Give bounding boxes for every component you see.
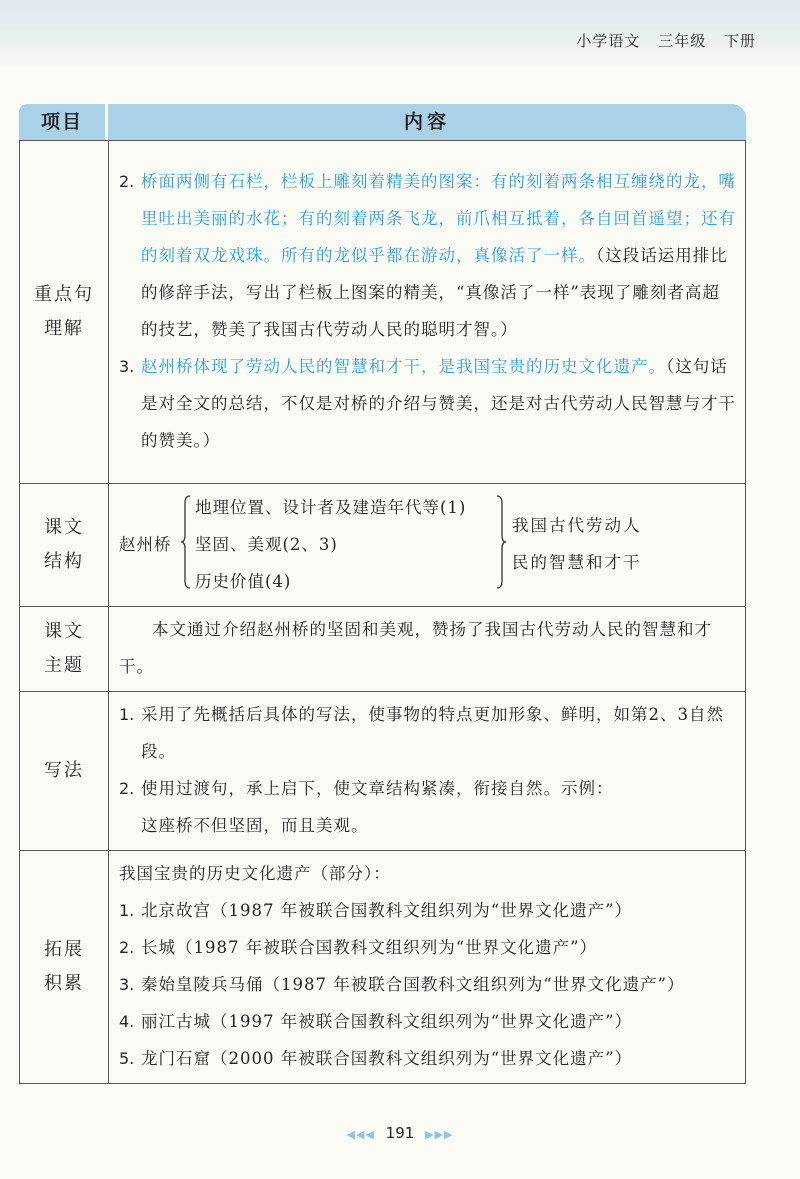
arrow-left-icon: ◀◀◀ bbox=[346, 1128, 375, 1141]
arrow-right-icon: ▶▶▶ bbox=[425, 1128, 454, 1141]
subject-label: 小学语文 bbox=[576, 32, 641, 50]
extension-content bbox=[109, 851, 746, 1084]
structure-content bbox=[109, 484, 746, 607]
row-label-extension: 拓展 积累 bbox=[20, 851, 109, 1084]
structure-diagram bbox=[119, 489, 737, 601]
key-sentence-item: 2. 桥面两侧有石栏，栏板上雕刻着精美的图案：有的刻着两条相互缠绕的龙，嘴里吐出美丽的水花；有的刻着两条飞龙，前爪相互抵着，各自回首遥望；还有的刻着双龙戏珠。所有的龙似乎都在游动，真像活了一样。（这段话运用排比的修辞手法，写出了栏板上图案的精美，“真像活了一样”表现了雕刻者高超的技艺，赞美了我国古代劳动人民的聪明才智。） bbox=[119, 172, 736, 339]
structure-branch: 坚固、美观(2、3) bbox=[195, 535, 338, 554]
row-label-theme: 课文 主题 bbox=[20, 607, 109, 692]
structure-result: 民的智慧和才干 bbox=[512, 553, 642, 572]
page-number: 191 bbox=[385, 1124, 415, 1142]
right-brace-icon bbox=[496, 495, 506, 589]
key-sentence-item: 3. 赵州桥体现了劳动人民的智慧和才干，是我国宝贵的历史文化遗产。（这句话是对全文的总结，不仅是对桥的介绍与赞美，还是对古代劳动人民智慧与才干的赞美。） bbox=[119, 357, 736, 450]
theme-content bbox=[109, 607, 746, 692]
left-brace-icon bbox=[181, 495, 191, 589]
structure-root: 赵州桥 bbox=[119, 535, 172, 554]
list-item: 4. 丽江古城（1997 年被联合国教科文组织列为“世界文化遗产”） bbox=[119, 1012, 633, 1031]
grade-label: 三年级 bbox=[658, 32, 707, 50]
list-item: 2. 长城（1987 年被联合国教科文组织列为“世界文化遗产”） bbox=[119, 938, 598, 957]
table-header bbox=[19, 104, 746, 140]
table-row-structure bbox=[20, 484, 746, 607]
study-table bbox=[19, 104, 746, 1084]
volume-label: 下册 bbox=[723, 32, 756, 50]
writing-item: 1. 采用了先概括后具体的写法，使事物的特点更加形象、鲜明，如第2、3自然段。 bbox=[119, 705, 724, 761]
key-sentence-note: （这句话是对全文的总结，不仅是对桥的介绍与赞美，还是对古代劳动人民智慧与才干的赞美。） bbox=[141, 357, 736, 450]
table-row-key-sentences bbox=[20, 141, 746, 484]
row-label-key-sentences: 重点句 理解 bbox=[20, 141, 109, 484]
row-label-writing: 写法 bbox=[20, 692, 109, 851]
writing-example: 这座桥不但坚固，而且美观。 bbox=[141, 816, 369, 835]
list-item: 1. 北京故宫（1987 年被联合国教科文组织列为“世界文化遗产”） bbox=[119, 901, 633, 920]
key-sentence-note: （这段话运用排比的修辞手法，写出了栏板上图案的精美，“真像活了一样”表现了雕刻者高超的技艺，赞美了我国古代劳动人民的聪明才智。） bbox=[141, 246, 728, 339]
table-row-extension bbox=[20, 851, 746, 1084]
writing-item: 2. 使用过渡句，承上启下，使文章结构紧凑，衔接自然。示例： 这座桥不但坚固，而且美观。 bbox=[119, 779, 614, 835]
writing-content bbox=[109, 692, 746, 851]
list-item: 3. 秦始皇陵兵马俑（1987 年被联合国教科文组织列为“世界文化遗产”） bbox=[119, 975, 685, 994]
page-footer bbox=[0, 1124, 800, 1142]
row-label-structure: 课文 结构 bbox=[20, 484, 109, 607]
table-row-theme bbox=[20, 607, 746, 692]
structure-result: 我国古代劳动人 bbox=[512, 516, 642, 535]
column-header-content: 内容 bbox=[108, 104, 746, 140]
key-sentence-quote: 赵州桥体现了劳动人民的智慧和才干，是我国宝贵的历史文化遗产。 bbox=[141, 357, 666, 376]
table-row-writing bbox=[20, 692, 746, 851]
list-item: 5. 龙门石窟（2000 年被联合国教科文组织列为“世界文化遗产”） bbox=[119, 1049, 633, 1068]
key-sentences-content bbox=[109, 141, 746, 484]
column-header-item: 项目 bbox=[19, 104, 105, 140]
running-header bbox=[564, 30, 756, 51]
extension-intro: 我国宝贵的历史文化遗产（部分）： bbox=[119, 864, 391, 883]
structure-branch: 历史价值(4) bbox=[195, 572, 292, 591]
table-body bbox=[19, 140, 746, 1084]
key-sentence-quote: 桥面两侧有石栏，栏板上雕刻着精美的图案：有的刻着两条相互缠绕的龙，嘴里吐出美丽的水花；有的刻着两条飞龙，前爪相互抵着，各自回首遥望；还有的刻着双龙戏珠。所有的龙似乎都在游动，真像活了一样。 bbox=[141, 172, 736, 265]
theme-text: 本文通过介绍赵州桥的坚固和美观，赞扬了我国古代劳动人民的智慧和才干。 bbox=[119, 620, 712, 676]
structure-branch: 地理位置、设计者及建造年代等(1) bbox=[195, 498, 467, 517]
